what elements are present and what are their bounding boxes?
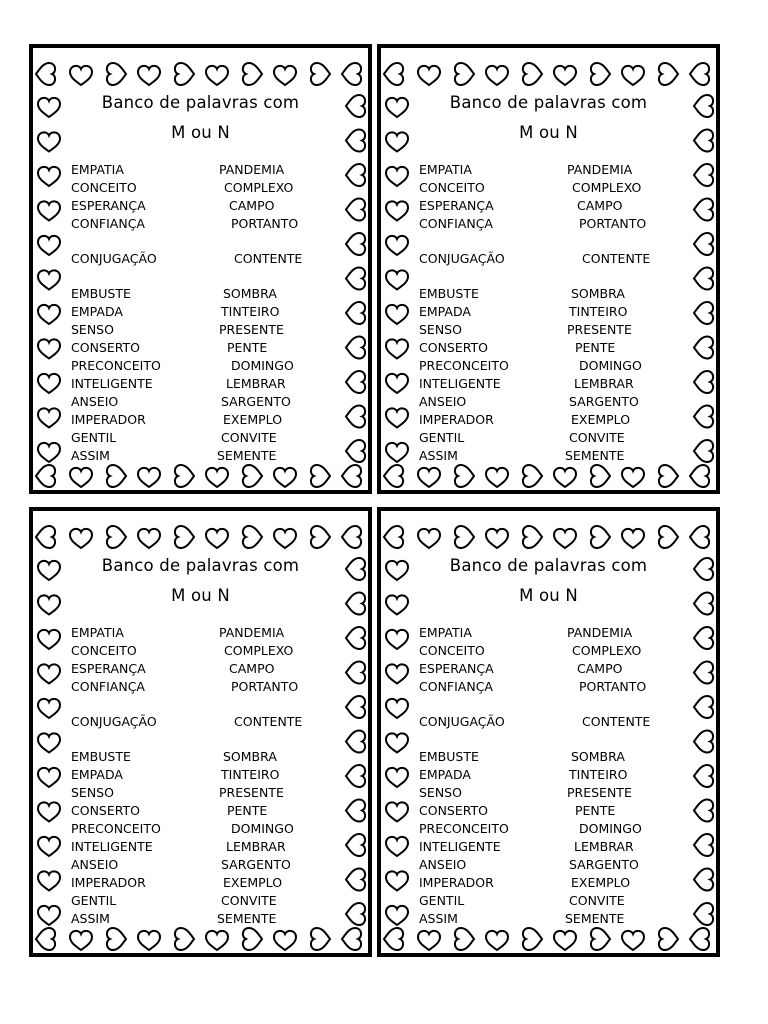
word-left: PRECONCEITO [71, 821, 161, 836]
word-right: EXEMPLO [571, 412, 631, 427]
word-right: PRESENTE [219, 322, 284, 337]
word-left: IMPERADOR [71, 875, 146, 890]
word-right: EXEMPLO [223, 412, 283, 427]
word-right: COMPLEXO [572, 643, 642, 658]
word-right: SEMENTE [217, 911, 277, 926]
word-left: ESPERANÇA [71, 661, 146, 676]
word-right: PRESENTE [567, 785, 632, 800]
word-left: EMPADA [419, 767, 471, 782]
heart-border-icon [33, 511, 372, 957]
word-left: CONJUGAÇÃO [419, 714, 505, 729]
word-left: ASSIM [71, 448, 110, 463]
word-right: CONVITE [221, 430, 277, 445]
word-left: PRECONCEITO [71, 358, 161, 373]
word-left: CONFIANÇA [71, 216, 145, 231]
word-left: ASSIM [71, 911, 110, 926]
word-left: CONCEITO [71, 180, 137, 195]
word-right: SARGENTO [221, 394, 291, 409]
word-left: EMBUSTE [71, 749, 131, 764]
word-right: SARGENTO [569, 394, 639, 409]
word-left: CONFIANÇA [419, 679, 493, 694]
word-right: PANDEMIA [567, 162, 633, 177]
word-right: CONTENTE [234, 251, 303, 266]
word-left: ANSEIO [419, 857, 467, 872]
word-right: LEMBRAR [574, 376, 634, 391]
word-left: INTELIGENTE [71, 839, 153, 854]
word-right: COMPLEXO [224, 180, 294, 195]
word-right: CONTENTE [582, 251, 651, 266]
word-left: CONFIANÇA [71, 679, 145, 694]
word-right: DOMINGO [579, 821, 642, 836]
word-left: ESPERANÇA [419, 661, 494, 676]
word-right: PANDEMIA [219, 625, 285, 640]
word-bank-card [377, 507, 720, 957]
word-left: EMBUSTE [71, 286, 131, 301]
word-left: CONSERTO [419, 340, 489, 355]
word-right: CONTENTE [582, 714, 651, 729]
word-left: PRECONCEITO [419, 821, 509, 836]
word-left: CONSERTO [71, 340, 141, 355]
word-right: SOMBRA [571, 749, 625, 764]
word-right: CAMPO [229, 661, 275, 676]
heart-border-icon [381, 48, 720, 494]
card-title: Banco de palavras com [101, 93, 300, 112]
word-left: ESPERANÇA [419, 198, 494, 213]
word-left: ASSIM [419, 911, 458, 926]
word-left: CONJUGAÇÃO [419, 251, 505, 266]
word-right: PENTE [227, 803, 268, 818]
word-right: DOMINGO [579, 358, 642, 373]
word-bank-card [29, 44, 372, 494]
word-left: EMBUSTE [419, 749, 479, 764]
word-right: TINTEIRO [221, 767, 280, 782]
word-left: GENTIL [71, 430, 117, 445]
word-right: SARGENTO [569, 857, 639, 872]
word-right: PANDEMIA [219, 162, 285, 177]
card-subtitle: M ou N [519, 123, 578, 142]
heart-border-icon [381, 511, 720, 957]
word-right: CAMPO [229, 198, 275, 213]
word-left: SENSO [71, 785, 114, 800]
word-right: SOMBRA [223, 749, 277, 764]
word-left: GENTIL [419, 893, 465, 908]
card-title: Banco de palavras com [449, 93, 648, 112]
word-left: ESPERANÇA [71, 198, 146, 213]
word-right: PRESENTE [567, 322, 632, 337]
word-right: PENTE [575, 803, 616, 818]
card-subtitle: M ou N [519, 586, 578, 605]
word-left: IMPERADOR [419, 412, 494, 427]
word-right: PORTANTO [231, 679, 299, 694]
word-right: COMPLEXO [572, 180, 642, 195]
word-right: PENTE [227, 340, 268, 355]
word-right: EXEMPLO [571, 875, 631, 890]
word-left: ANSEIO [419, 394, 467, 409]
word-right: LEMBRAR [226, 839, 286, 854]
word-right: SEMENTE [565, 448, 625, 463]
word-left: EMPATIA [71, 162, 124, 177]
word-left: CONJUGAÇÃO [71, 251, 157, 266]
word-left: GENTIL [71, 893, 117, 908]
word-left: EMPADA [71, 767, 123, 782]
word-left: EMPATIA [419, 162, 472, 177]
word-right: PORTANTO [579, 679, 647, 694]
word-right: CONVITE [221, 893, 277, 908]
word-right: SEMENTE [217, 448, 277, 463]
card-title: Banco de palavras com [101, 556, 300, 575]
word-right: CONVITE [569, 430, 625, 445]
word-left: IMPERADOR [71, 412, 146, 427]
word-left: CONJUGAÇÃO [71, 714, 157, 729]
word-right: CAMPO [577, 198, 623, 213]
word-left: CONCEITO [71, 643, 137, 658]
card-subtitle: M ou N [171, 586, 230, 605]
word-right: PENTE [575, 340, 616, 355]
word-right: SOMBRA [571, 286, 625, 301]
word-left: CONSERTO [419, 803, 489, 818]
word-left: SENSO [419, 322, 462, 337]
word-left: GENTIL [419, 430, 465, 445]
word-left: EMPATIA [71, 625, 124, 640]
word-left: ANSEIO [71, 394, 119, 409]
word-right: TINTEIRO [569, 304, 628, 319]
word-right: LEMBRAR [574, 839, 634, 854]
word-left: IMPERADOR [419, 875, 494, 890]
word-right: COMPLEXO [224, 643, 294, 658]
word-left: EMBUSTE [419, 286, 479, 301]
word-bank-card [29, 507, 372, 957]
word-left: EMPADA [419, 304, 471, 319]
word-bank-card [377, 44, 720, 494]
word-left: CONSERTO [71, 803, 141, 818]
word-right: EXEMPLO [223, 875, 283, 890]
word-right: TINTEIRO [569, 767, 628, 782]
word-left: CONFIANÇA [419, 216, 493, 231]
word-right: DOMINGO [231, 821, 294, 836]
word-right: CONTENTE [234, 714, 303, 729]
word-right: TINTEIRO [221, 304, 280, 319]
word-right: SOMBRA [223, 286, 277, 301]
word-right: LEMBRAR [226, 376, 286, 391]
word-left: INTELIGENTE [419, 839, 501, 854]
word-left: ASSIM [419, 448, 458, 463]
word-right: PANDEMIA [567, 625, 633, 640]
word-left: PRECONCEITO [419, 358, 509, 373]
word-left: CONCEITO [419, 180, 485, 195]
word-left: EMPADA [71, 304, 123, 319]
heart-border-icon [33, 48, 372, 494]
word-right: SARGENTO [221, 857, 291, 872]
word-left: SENSO [419, 785, 462, 800]
word-left: INTELIGENTE [71, 376, 153, 391]
word-right: PRESENTE [219, 785, 284, 800]
word-left: SENSO [71, 322, 114, 337]
word-right: PORTANTO [231, 216, 299, 231]
word-right: SEMENTE [565, 911, 625, 926]
word-right: DOMINGO [231, 358, 294, 373]
word-right: CAMPO [577, 661, 623, 676]
word-left: INTELIGENTE [419, 376, 501, 391]
word-left: EMPATIA [419, 625, 472, 640]
word-right: PORTANTO [579, 216, 647, 231]
word-left: ANSEIO [71, 857, 119, 872]
card-title: Banco de palavras com [449, 556, 648, 575]
card-subtitle: M ou N [171, 123, 230, 142]
word-left: CONCEITO [419, 643, 485, 658]
word-right: CONVITE [569, 893, 625, 908]
